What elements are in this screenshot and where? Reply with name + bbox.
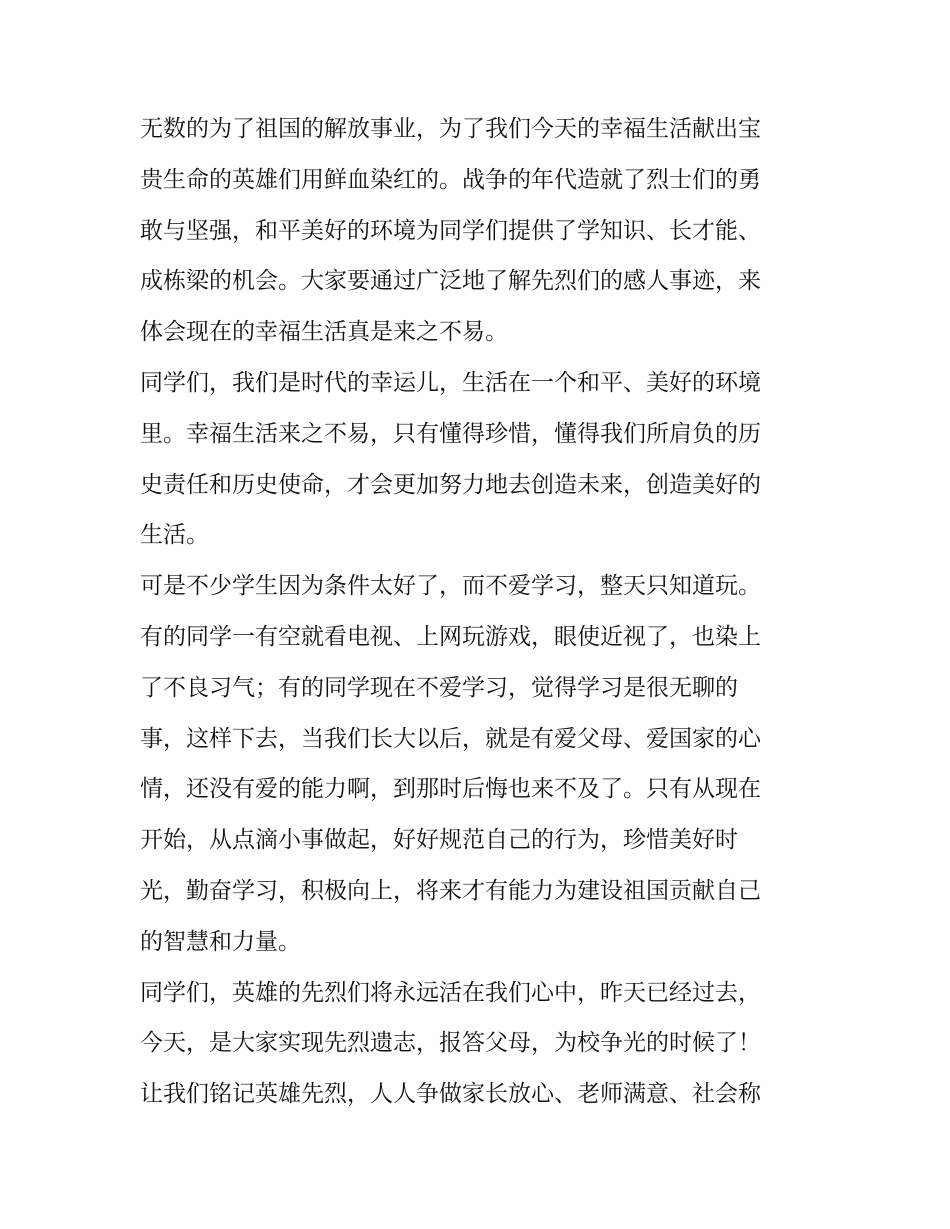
text-line: 贵生命的英雄们用鲜血染红的。战争的年代造就了烈士们的勇: [140, 166, 761, 193]
text-line: 有的同学一有空就看电视、上网玩游戏，眼使近视了，也染上: [140, 623, 761, 650]
text-line: 成栋梁的机会。大家要通过广泛地了解先烈们的感人事迹，来: [140, 268, 761, 295]
text-line: 光，勤奋学习，积极向上，将来才有能力为建设祖国贡献自己: [140, 877, 761, 904]
text-line: 可是不少学生因为条件太好了，而不爱学习，整天只知道玩。: [140, 573, 761, 600]
text-line: 史责任和历史使命，才会更加努力地去创造未来，创造美好的: [140, 471, 761, 498]
text-line: 事，这样下去，当我们长大以后，就是有爱父母、爱国家的心: [140, 725, 761, 752]
text-line: 体会现在的幸福生活真是来之不易。: [140, 319, 508, 346]
text-line: 今天，是大家实现先烈遗志，报答父母，为校争光的时候了！: [140, 1030, 761, 1057]
text-line: 了不良习气；有的同学现在不爱学习，觉得学习是很无聊的: [140, 674, 738, 701]
text-line: 同学们，英雄的先烈们将永远活在我们心中，昨天已经过去，: [140, 979, 761, 1006]
text-line: 情，还没有爱的能力啊，到那时后悔也来不及了。只有从现在: [140, 776, 761, 803]
text-line: 里。幸福生活来之不易，只有懂得珍惜，懂得我们所肩负的历: [140, 420, 761, 447]
text-line: 同学们，我们是时代的幸运儿，生活在一个和平、美好的环境: [140, 369, 761, 396]
text-line: 敢与坚强，和平美好的环境为同学们提供了学知识、长才能、: [140, 217, 761, 244]
text-line: 让我们铭记英雄先烈，人人争做家长放心、老师满意、社会称: [140, 1081, 761, 1108]
document-body-text: [140, 104, 820, 1120]
text-line: 无数的为了祖国的解放事业，为了我们今天的幸福生活献出宝: [140, 116, 761, 142]
text-line: 生活。: [140, 522, 209, 549]
text-line: 的智慧和力量。: [140, 928, 301, 955]
text-line: 开始，从点滴小事做起，好好规范自己的行为，珍惜美好时: [140, 827, 738, 854]
